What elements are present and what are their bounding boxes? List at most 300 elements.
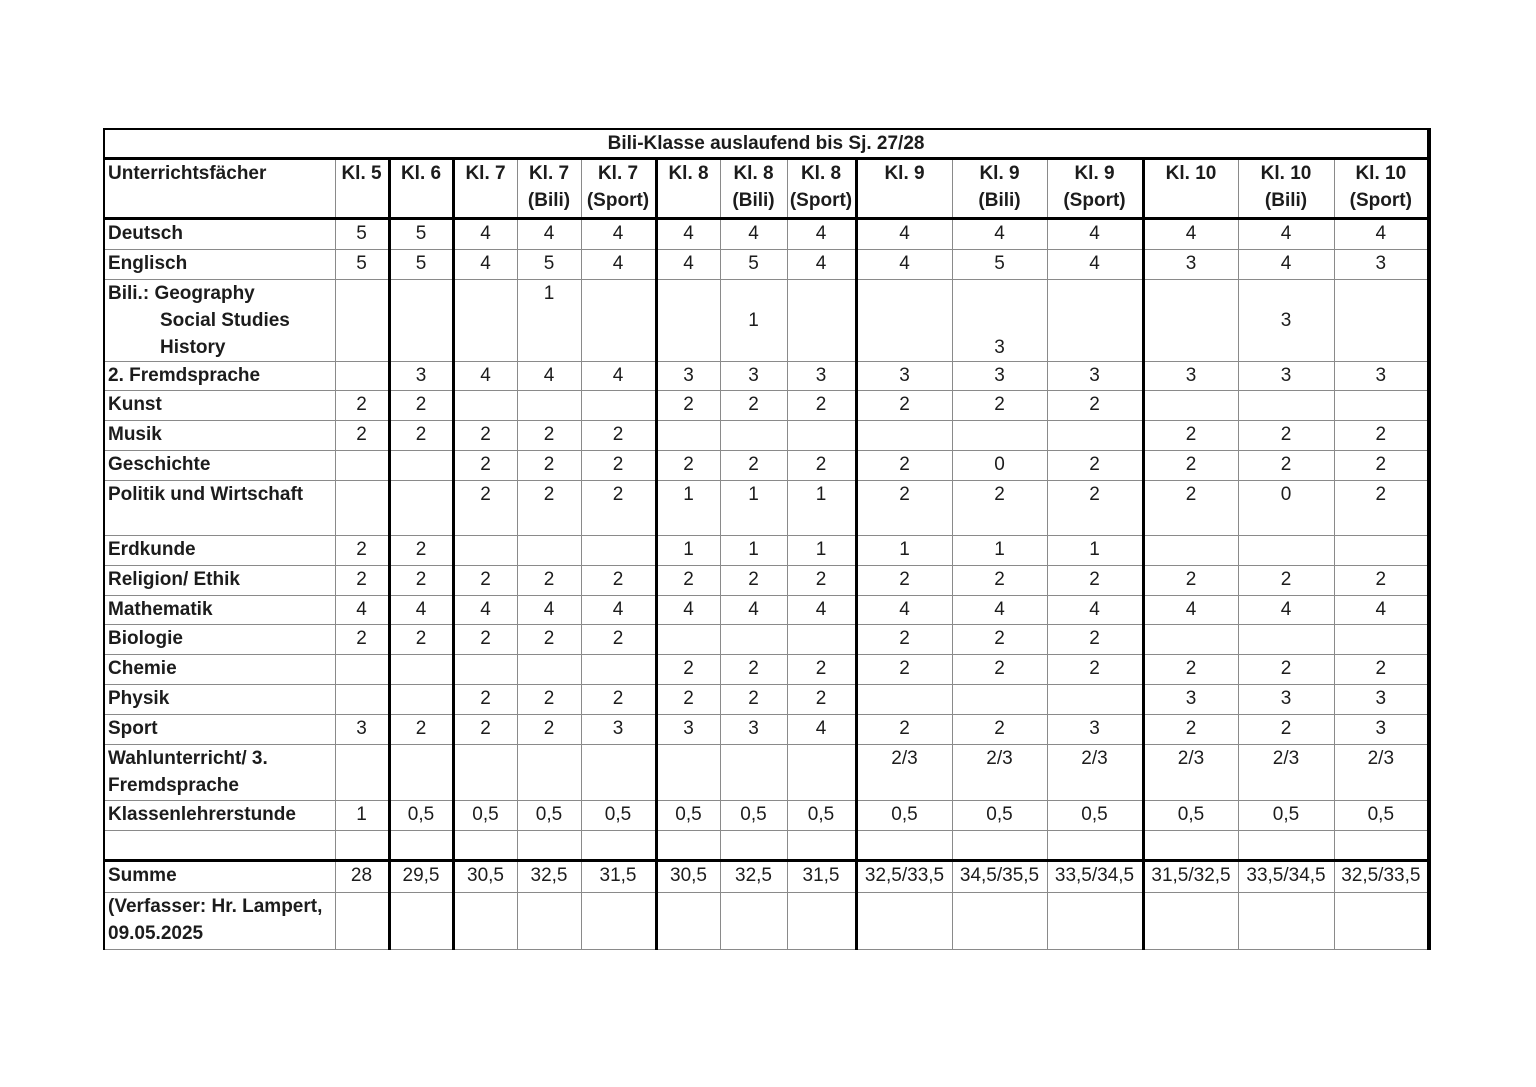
value-cell: 4 <box>335 596 389 625</box>
value-cell: 2 <box>1047 451 1143 481</box>
value-cell <box>1047 280 1143 362</box>
value-cell <box>1238 280 1334 362</box>
value-cell: 1 <box>335 801 389 831</box>
value-cell: 3 <box>1143 362 1238 391</box>
value-cell: 1 <box>720 536 787 566</box>
value-cell: 4 <box>720 596 787 625</box>
value-cell: 2 <box>656 685 720 715</box>
value-cell: 2 <box>1334 421 1429 451</box>
value-cell <box>389 451 453 481</box>
value-cell <box>453 280 517 362</box>
value-cell: 4 <box>952 596 1047 625</box>
value-cell-line <box>859 307 951 334</box>
value-cell: 1 <box>952 536 1047 566</box>
value-cell: 2 <box>787 655 856 685</box>
value-cell <box>335 745 389 801</box>
value-cell <box>1238 536 1334 566</box>
value-cell: 2 <box>1238 655 1334 685</box>
summary-value-cell: 28 <box>335 861 389 893</box>
value-cell: 3 <box>720 362 787 391</box>
value-cell: 0,5 <box>1047 801 1143 831</box>
value-cell-line <box>456 334 516 361</box>
value-cell: 2 <box>581 451 656 481</box>
value-cell: 2 <box>1047 655 1143 685</box>
value-cell: 3 <box>389 362 453 391</box>
value-cell: 4 <box>656 219 720 250</box>
value-cell <box>1047 685 1143 715</box>
column-header-line1: Kl. 9 <box>1074 163 1115 184</box>
value-cell: 2/3 <box>952 745 1047 801</box>
empty-cell <box>389 893 453 950</box>
value-cell: 2/3 <box>1238 745 1334 801</box>
value-cell <box>1143 625 1238 655</box>
value-cell <box>453 745 517 801</box>
summary-value-cell: 31,5/32,5 <box>1143 861 1238 893</box>
column-header <box>787 159 856 219</box>
table-row <box>104 831 1429 861</box>
subject-cell: Geschichte <box>104 451 335 481</box>
value-cell <box>720 421 787 451</box>
empty-cell <box>453 893 517 950</box>
value-cell: 4 <box>720 219 787 250</box>
value-cell: 4 <box>1047 596 1143 625</box>
empty-cell <box>1143 893 1238 950</box>
value-cell <box>1238 831 1334 861</box>
table-row <box>104 745 1429 801</box>
table-row <box>104 685 1429 715</box>
value-cell: 2/3 <box>1334 745 1429 801</box>
value-cell <box>856 421 952 451</box>
value-cell <box>787 280 856 362</box>
value-cell: 2 <box>787 391 856 421</box>
value-cell <box>856 685 952 715</box>
value-cell-line <box>337 280 387 307</box>
value-cell <box>720 280 787 362</box>
value-cell: 2 <box>720 391 787 421</box>
value-cell <box>1334 625 1429 655</box>
value-cell: 2 <box>389 566 453 596</box>
value-cell: 2 <box>952 481 1047 536</box>
value-cell: 2 <box>335 536 389 566</box>
value-cell: 2/3 <box>856 745 952 801</box>
table-row <box>104 625 1429 655</box>
column-header-subjects: Unterrichtsfächer <box>104 159 335 219</box>
table-row <box>104 801 1429 831</box>
value-cell <box>1143 391 1238 421</box>
value-cell <box>389 745 453 801</box>
value-cell: 4 <box>1238 250 1334 280</box>
value-cell: 2 <box>1334 566 1429 596</box>
value-cell-line <box>519 334 580 361</box>
value-cell: 2 <box>517 625 581 655</box>
table-row <box>104 451 1429 481</box>
value-cell: 2 <box>335 391 389 421</box>
empty-cell <box>856 893 952 950</box>
value-cell <box>1143 536 1238 566</box>
summary-value-cell: 32,5 <box>517 861 581 893</box>
value-cell: 0,5 <box>952 801 1047 831</box>
value-cell <box>720 745 787 801</box>
summary-value-cell: 29,5 <box>389 861 453 893</box>
value-cell: 5 <box>389 250 453 280</box>
value-cell <box>856 831 952 861</box>
column-header-line1: Kl. 7 <box>597 163 639 184</box>
value-cell <box>787 831 856 861</box>
value-cell-line <box>659 280 719 307</box>
value-cell: 2 <box>952 566 1047 596</box>
value-cell: 2 <box>453 566 517 596</box>
subject-cell <box>104 280 335 362</box>
value-cell: 2 <box>1047 625 1143 655</box>
value-cell: 2 <box>517 685 581 715</box>
value-cell <box>581 391 656 421</box>
value-cell <box>952 831 1047 861</box>
value-cell: 3 <box>581 715 656 745</box>
column-header-line2: (Bili) <box>527 190 571 211</box>
value-cell: 4 <box>787 250 856 280</box>
value-cell <box>335 451 389 481</box>
value-cell <box>453 391 517 421</box>
value-cell: 4 <box>517 219 581 250</box>
summary-row <box>104 861 1429 893</box>
subject-cell: Erdkunde <box>104 536 335 566</box>
value-cell <box>656 745 720 801</box>
value-cell-line <box>1336 307 1427 334</box>
value-cell: 2 <box>335 625 389 655</box>
subject-cell: Biologie <box>104 625 335 655</box>
value-cell: 0,5 <box>581 801 656 831</box>
summary-value-cell: 32,5 <box>720 861 787 893</box>
column-header-line1: Kl. 8 <box>733 163 774 184</box>
value-cell: 3 <box>656 362 720 391</box>
value-cell: 3 <box>720 715 787 745</box>
empty-cell <box>581 893 656 950</box>
subject-cell: Religion/ Ethik <box>104 566 335 596</box>
value-cell: 2 <box>453 625 517 655</box>
subject-cell <box>104 831 335 861</box>
value-cell-line <box>859 334 951 361</box>
value-cell <box>517 391 581 421</box>
value-cell: 4 <box>1238 219 1334 250</box>
value-cell: 1 <box>787 481 856 536</box>
value-cell <box>1238 625 1334 655</box>
value-cell <box>517 655 581 685</box>
value-cell: 2 <box>1047 481 1143 536</box>
value-cell <box>787 745 856 801</box>
value-cell: 2 <box>656 451 720 481</box>
value-cell: 1 <box>720 481 787 536</box>
page-title: Bili-Klasse auslaufend bis Sj. 27/28 <box>104 129 1429 159</box>
value-cell: 2 <box>1143 451 1238 481</box>
value-cell: 2 <box>656 655 720 685</box>
value-cell-line <box>519 307 580 334</box>
column-header <box>517 159 581 219</box>
table-row <box>104 250 1429 280</box>
value-cell-line <box>392 307 451 334</box>
value-cell: 4 <box>581 250 656 280</box>
value-cell: 2 <box>952 625 1047 655</box>
value-cell <box>335 481 389 536</box>
value-cell <box>720 625 787 655</box>
value-cell <box>517 831 581 861</box>
value-cell: 4 <box>581 219 656 250</box>
value-cell: 0,5 <box>517 801 581 831</box>
value-cell: 2 <box>1143 481 1238 536</box>
subject-cell: Kunst <box>104 391 335 421</box>
column-header <box>1334 159 1429 219</box>
table-row <box>104 566 1429 596</box>
value-cell: 2 <box>1143 715 1238 745</box>
curriculum-sheet <box>103 128 1431 950</box>
value-cell: 1 <box>656 536 720 566</box>
subject-cell: Politik und Wirtschaft <box>104 481 335 536</box>
column-header-line1: Kl. 10 <box>1165 163 1217 184</box>
value-cell <box>856 280 952 362</box>
value-cell-line <box>583 334 654 361</box>
author-note: (Verfasser: Hr. Lampert, 09.05.2025 <box>104 893 335 950</box>
subject-cell: 2. Fremdsprache <box>104 362 335 391</box>
value-cell: 4 <box>581 596 656 625</box>
empty-cell <box>1334 893 1429 950</box>
value-cell: 2 <box>581 625 656 655</box>
value-cell <box>720 831 787 861</box>
value-cell: 2 <box>856 566 952 596</box>
value-cell <box>335 280 389 362</box>
empty-cell <box>720 893 787 950</box>
column-header-line2: (Sport) <box>1063 190 1126 211</box>
value-cell: 4 <box>787 219 856 250</box>
value-cell-line <box>1240 280 1333 307</box>
summary-value-cell: 32,5/33,5 <box>856 861 952 893</box>
value-cell <box>517 745 581 801</box>
value-cell: 2 <box>856 715 952 745</box>
value-cell: 3 <box>1334 250 1429 280</box>
value-cell: 3 <box>1143 250 1238 280</box>
column-header-line1: Kl. 7 <box>465 163 506 184</box>
value-cell-line <box>583 280 654 307</box>
column-header <box>581 159 656 219</box>
value-cell: 4 <box>453 362 517 391</box>
value-cell-line <box>1240 334 1333 361</box>
value-cell: 2 <box>581 421 656 451</box>
summary-value-cell: 30,5 <box>656 861 720 893</box>
value-cell: 3 <box>1334 685 1429 715</box>
column-header <box>952 159 1047 219</box>
value-cell-line <box>337 334 387 361</box>
empty-cell <box>787 893 856 950</box>
column-header <box>335 159 389 219</box>
value-cell: 2 <box>517 566 581 596</box>
value-cell: 2 <box>952 715 1047 745</box>
value-cell-line <box>337 307 387 334</box>
value-cell: 5 <box>517 250 581 280</box>
value-cell: 2 <box>656 391 720 421</box>
value-cell: 0,5 <box>720 801 787 831</box>
subject-cell: Klassenlehrerstunde <box>104 801 335 831</box>
value-cell-line <box>1336 280 1427 307</box>
value-cell <box>389 685 453 715</box>
column-header <box>1238 159 1334 219</box>
value-cell: 3 <box>787 362 856 391</box>
value-cell: 2 <box>389 391 453 421</box>
column-header-line2: (Bili) <box>978 190 1021 211</box>
value-cell-line <box>1146 307 1237 334</box>
value-cell: 2 <box>581 481 656 536</box>
value-cell: 4 <box>453 596 517 625</box>
value-cell: 2 <box>335 566 389 596</box>
value-cell: 4 <box>856 596 952 625</box>
value-cell-line <box>392 334 451 361</box>
value-cell: 2 <box>856 625 952 655</box>
value-cell: 1 <box>856 536 952 566</box>
value-cell: 5 <box>335 219 389 250</box>
value-cell <box>1334 280 1429 362</box>
subject-cell: Deutsch <box>104 219 335 250</box>
value-cell-line <box>583 307 654 334</box>
column-header-line1: Kl. 7 <box>528 163 570 184</box>
value-cell: 2 <box>1143 655 1238 685</box>
value-cell-line: 1 <box>748 310 759 331</box>
value-cell-line: 3 <box>994 337 1005 358</box>
summary-value-cell: 31,5 <box>581 861 656 893</box>
value-cell: 1 <box>787 536 856 566</box>
value-cell-line <box>789 307 854 334</box>
subject-label-line: History <box>160 337 226 358</box>
value-cell <box>1334 536 1429 566</box>
column-header <box>720 159 787 219</box>
value-cell: 2 <box>1143 421 1238 451</box>
summary-value-cell: 33,5/34,5 <box>1047 861 1143 893</box>
value-cell <box>581 745 656 801</box>
table-row <box>104 362 1429 391</box>
value-cell: 2 <box>453 715 517 745</box>
value-cell: 3 <box>952 362 1047 391</box>
value-cell: 2 <box>952 655 1047 685</box>
value-cell: 3 <box>1238 685 1334 715</box>
value-cell-line <box>1049 334 1141 361</box>
column-header <box>453 159 517 219</box>
value-cell: 2/3 <box>1143 745 1238 801</box>
table-row <box>104 421 1429 451</box>
value-cell-line <box>1146 334 1237 361</box>
value-cell: 3 <box>1143 685 1238 715</box>
column-header-line2: (Sport) <box>586 190 650 211</box>
column-header-line1: Kl. 5 <box>341 163 382 184</box>
value-cell-line <box>659 307 719 334</box>
value-cell: 0,5 <box>1334 801 1429 831</box>
value-cell: 2 <box>952 391 1047 421</box>
value-cell: 4 <box>787 596 856 625</box>
value-cell: 4 <box>856 250 952 280</box>
value-cell: 4 <box>517 362 581 391</box>
value-cell: 2 <box>656 566 720 596</box>
subject-cell: Mathematik <box>104 596 335 625</box>
value-cell: 3 <box>1238 362 1334 391</box>
value-cell-line <box>392 280 451 307</box>
value-cell: 4 <box>1334 219 1429 250</box>
column-header-line2: (Bili) <box>1264 190 1308 211</box>
value-cell: 4 <box>656 596 720 625</box>
value-cell-line <box>659 334 719 361</box>
value-cell: 2 <box>856 481 952 536</box>
value-cell: 2 <box>1238 451 1334 481</box>
value-cell <box>656 831 720 861</box>
value-cell <box>656 280 720 362</box>
empty-cell <box>335 893 389 950</box>
value-cell: 0,5 <box>1238 801 1334 831</box>
value-cell: 1 <box>1047 536 1143 566</box>
value-cell: 0,5 <box>856 801 952 831</box>
value-cell <box>952 421 1047 451</box>
value-cell <box>453 536 517 566</box>
empty-cell <box>1047 893 1143 950</box>
value-cell: 2 <box>787 566 856 596</box>
value-cell: 2 <box>1143 566 1238 596</box>
value-cell <box>581 831 656 861</box>
subject-cell: Englisch <box>104 250 335 280</box>
value-cell-line <box>722 334 786 361</box>
value-cell: 4 <box>1143 219 1238 250</box>
table-header-row <box>104 159 1429 219</box>
summary-value-cell: 33,5/34,5 <box>1238 861 1334 893</box>
column-header-line1: Kl. 8 <box>668 163 709 184</box>
column-header <box>1047 159 1143 219</box>
value-cell: 3 <box>1047 715 1143 745</box>
value-cell: 4 <box>1238 596 1334 625</box>
value-cell: 3 <box>335 715 389 745</box>
value-cell: 2 <box>517 481 581 536</box>
value-cell: 3 <box>1334 362 1429 391</box>
subject-label-line: Social Studies <box>160 310 290 331</box>
value-cell-line <box>954 280 1046 307</box>
subject-cell: Chemie <box>104 655 335 685</box>
column-header <box>1143 159 1238 219</box>
value-cell: 0,5 <box>453 801 517 831</box>
value-cell <box>1238 391 1334 421</box>
subject-label-line: Bili.: Geography <box>108 283 255 304</box>
value-cell: 5 <box>952 250 1047 280</box>
value-cell: 0,5 <box>389 801 453 831</box>
value-cell: 4 <box>656 250 720 280</box>
table-row <box>104 280 1429 362</box>
value-cell <box>453 831 517 861</box>
value-cell: 2 <box>1238 566 1334 596</box>
value-cell: 4 <box>453 250 517 280</box>
value-cell-line <box>1049 280 1141 307</box>
value-cell: 2 <box>720 566 787 596</box>
value-cell: 5 <box>335 250 389 280</box>
value-cell: 2 <box>453 421 517 451</box>
value-cell <box>453 655 517 685</box>
value-cell: 2 <box>1047 391 1143 421</box>
value-cell: 2 <box>1334 481 1429 536</box>
table-row <box>104 391 1429 421</box>
value-cell <box>952 685 1047 715</box>
empty-cell <box>656 893 720 950</box>
value-cell: 1 <box>656 481 720 536</box>
value-cell: 2 <box>581 685 656 715</box>
column-header-line2: (Sport) <box>1349 190 1412 211</box>
value-cell: 4 <box>952 219 1047 250</box>
value-cell-line: 1 <box>543 283 555 304</box>
value-cell: 0,5 <box>1143 801 1238 831</box>
value-cell-line <box>954 307 1046 334</box>
value-cell: 2 <box>1334 451 1429 481</box>
table-row <box>104 893 1429 950</box>
table-row <box>104 481 1429 536</box>
value-cell-line: 3 <box>1280 310 1292 331</box>
value-cell: 2 <box>389 715 453 745</box>
